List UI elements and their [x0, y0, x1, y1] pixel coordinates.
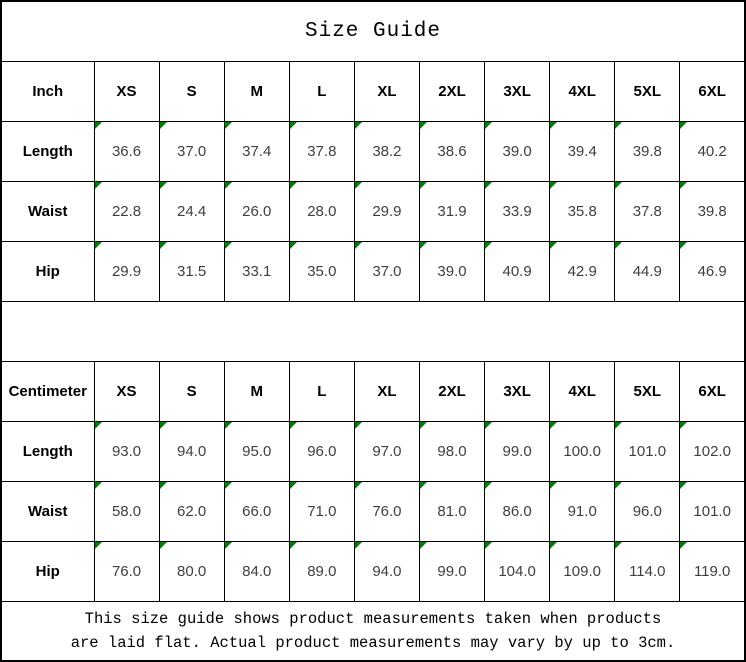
measure-value: 91.0 [567, 502, 597, 520]
measure-value: 22.8 [111, 202, 142, 220]
measure-value-cell [94, 121, 159, 181]
measure-value: 37.0 [177, 142, 207, 160]
measure-value: 76.0 [372, 502, 402, 520]
measure-value-cell [354, 241, 419, 301]
corner-flag-icon [485, 422, 492, 429]
corner-flag-icon [355, 422, 362, 429]
table-row [1, 241, 745, 301]
corner-flag-icon [290, 242, 297, 249]
title-row [1, 1, 745, 61]
measure-label-cell: Hip [1, 241, 94, 301]
measure-value: 98.0 [437, 442, 467, 460]
measure-value-cell [159, 241, 224, 301]
page-title: Size Guide [1, 1, 745, 61]
footer-note-line1: This size guide shows product measurements taken when products [84, 609, 662, 628]
measure-value-cell [550, 121, 615, 181]
footer-note [1, 601, 745, 661]
corner-flag-icon [95, 482, 102, 489]
measure-value: 29.9 [372, 202, 402, 220]
measure-label-cell: Length [1, 421, 94, 481]
measure-value-cell [159, 541, 224, 601]
corner-flag-icon [680, 482, 687, 489]
measure-value-cell [485, 241, 550, 301]
corner-flag-icon [420, 482, 427, 489]
measure-value-cell [94, 421, 159, 481]
measure-value: 39.8 [697, 202, 727, 220]
measure-value-cell [159, 481, 224, 541]
measure-value: 104.0 [498, 562, 536, 580]
measure-value: 39.8 [632, 142, 662, 160]
spacer-cell [1, 301, 745, 361]
measure-value-cell [485, 181, 550, 241]
measure-value-cell [419, 121, 484, 181]
measure-value: 100.0 [563, 442, 601, 460]
measure-value-cell [94, 481, 159, 541]
measure-value-cell [289, 541, 354, 601]
corner-flag-icon [160, 242, 167, 249]
corner-flag-icon [290, 542, 297, 549]
corner-flag-icon [355, 122, 362, 129]
measure-value-cell [224, 481, 289, 541]
corner-flag-icon [550, 182, 557, 189]
corner-flag-icon [160, 122, 167, 129]
measure-value-cell [289, 481, 354, 541]
measure-value-cell [615, 421, 680, 481]
measure-value: 96.0 [632, 502, 662, 520]
measure-value-cell [224, 241, 289, 301]
measure-value-cell [615, 241, 680, 301]
corner-flag-icon [160, 182, 167, 189]
table-row [1, 421, 745, 481]
measure-label-cell: Waist [1, 181, 94, 241]
corner-flag-icon [680, 242, 687, 249]
corner-flag-icon [225, 242, 232, 249]
size-header-cell: 3XL [485, 61, 550, 121]
spacer-row [1, 301, 745, 361]
corner-flag-icon [160, 482, 167, 489]
inch-section [1, 61, 745, 301]
table-row [1, 481, 745, 541]
corner-flag-icon [550, 482, 557, 489]
corner-flag-icon [680, 182, 687, 189]
corner-flag-icon [290, 122, 297, 129]
corner-flag-icon [420, 542, 427, 549]
corner-flag-icon [225, 182, 232, 189]
measure-value: 62.0 [177, 502, 207, 520]
size-header-cell: S [159, 61, 224, 121]
measure-value-cell [485, 541, 550, 601]
measure-value-cell [680, 541, 745, 601]
measure-value-cell [419, 481, 484, 541]
measure-value: 84.0 [242, 562, 272, 580]
measure-value: 44.9 [632, 262, 662, 280]
measure-label-cell: Waist [1, 481, 94, 541]
measure-value: 24.4 [177, 202, 207, 220]
measure-value: 99.0 [502, 442, 532, 460]
size-header-cell: 5XL [615, 361, 680, 421]
measure-value-cell [680, 421, 745, 481]
size-header-cell: 4XL [550, 61, 615, 121]
measure-value-cell [419, 421, 484, 481]
measure-value-cell [550, 481, 615, 541]
measure-value: 40.9 [502, 262, 532, 280]
measure-value-cell [354, 481, 419, 541]
measure-value: 42.9 [567, 262, 597, 280]
measure-value-cell [289, 181, 354, 241]
measure-value-cell [94, 181, 159, 241]
measure-value: 94.0 [372, 562, 402, 580]
measure-value-cell [485, 421, 550, 481]
corner-flag-icon [485, 182, 492, 189]
measure-value-cell [550, 181, 615, 241]
measure-value: 39.0 [437, 262, 467, 280]
measure-value-cell [224, 121, 289, 181]
size-header-cell: XL [354, 61, 419, 121]
corner-flag-icon [225, 542, 232, 549]
measure-value-cell [419, 181, 484, 241]
header-row [1, 61, 745, 121]
corner-flag-icon [615, 182, 622, 189]
measure-label-cell: Length [1, 121, 94, 181]
measure-value: 101.0 [693, 502, 731, 520]
size-header-cell: 6XL [680, 361, 745, 421]
measure-value: 93.0 [111, 442, 142, 460]
measure-value: 38.2 [372, 142, 402, 160]
corner-flag-icon [615, 242, 622, 249]
size-header-cell: S [159, 361, 224, 421]
measure-value-cell [354, 541, 419, 601]
corner-flag-icon [485, 122, 492, 129]
corner-flag-icon [160, 542, 167, 549]
corner-flag-icon [355, 542, 362, 549]
corner-flag-icon [355, 182, 362, 189]
footer-note-line2: are laid flat. Actual product measurements may vary by up to 3cm. [70, 633, 676, 652]
corner-flag-icon [550, 542, 557, 549]
measure-value-cell [289, 241, 354, 301]
measure-value: 94.0 [177, 442, 207, 460]
corner-flag-icon [550, 122, 557, 129]
corner-flag-icon [615, 482, 622, 489]
measure-value: 37.8 [307, 142, 337, 160]
size-header-cell: L [289, 361, 354, 421]
measure-value: 26.0 [242, 202, 272, 220]
corner-flag-icon [420, 242, 427, 249]
unit-header-cell: Centimeter [1, 361, 94, 421]
measure-value: 76.0 [111, 562, 142, 580]
measure-value: 39.4 [567, 142, 597, 160]
corner-flag-icon [680, 422, 687, 429]
measure-value: 96.0 [307, 442, 337, 460]
measure-value-cell [94, 541, 159, 601]
measure-value: 58.0 [111, 502, 142, 520]
size-header-cell: 3XL [485, 361, 550, 421]
measure-value-cell [485, 481, 550, 541]
size-header-cell: L [289, 61, 354, 121]
measure-value: 39.0 [502, 142, 532, 160]
corner-flag-icon [550, 242, 557, 249]
measure-value: 38.6 [437, 142, 467, 160]
measure-value-cell [289, 121, 354, 181]
corner-flag-icon [485, 482, 492, 489]
measure-value: 101.0 [628, 442, 667, 460]
corner-flag-icon [225, 422, 232, 429]
measure-value-cell [550, 541, 615, 601]
corner-flag-icon [355, 482, 362, 489]
measure-value: 119.0 [693, 562, 731, 580]
corner-flag-icon [95, 122, 102, 129]
measure-value-cell [224, 181, 289, 241]
measure-value: 80.0 [177, 562, 207, 580]
corner-flag-icon [225, 482, 232, 489]
corner-flag-icon [420, 122, 427, 129]
measure-value: 31.5 [177, 262, 207, 280]
measure-value: 36.6 [111, 142, 142, 160]
size-header-cell: 6XL [680, 61, 745, 121]
measure-value: 81.0 [437, 502, 467, 520]
measure-value: 31.9 [437, 202, 467, 220]
corner-flag-icon [615, 542, 622, 549]
measure-value: 35.8 [567, 202, 597, 220]
measure-value-cell [289, 421, 354, 481]
corner-flag-icon [355, 242, 362, 249]
corner-flag-icon [420, 182, 427, 189]
measure-value-cell [680, 121, 745, 181]
measure-value-cell [680, 241, 745, 301]
corner-flag-icon [95, 422, 102, 429]
measure-value-cell [224, 541, 289, 601]
size-header-cell: XL [354, 361, 419, 421]
table-row [1, 121, 745, 181]
corner-flag-icon [225, 122, 232, 129]
measure-value-cell [615, 481, 680, 541]
table-row [1, 181, 745, 241]
size-header-cell: 2XL [419, 361, 484, 421]
measure-value-cell [550, 241, 615, 301]
measure-value: 66.0 [242, 502, 272, 520]
corner-flag-icon [680, 542, 687, 549]
size-header-cell: 5XL [615, 61, 680, 121]
measure-value-cell [159, 121, 224, 181]
measure-value-cell [419, 241, 484, 301]
corner-flag-icon [160, 422, 167, 429]
measure-value: 86.0 [502, 502, 532, 520]
corner-flag-icon [485, 242, 492, 249]
corner-flag-icon [680, 122, 687, 129]
corner-flag-icon [95, 542, 102, 549]
corner-flag-icon [420, 422, 427, 429]
measure-value-cell [354, 121, 419, 181]
measure-value: 97.0 [372, 442, 402, 460]
measure-value-cell [615, 121, 680, 181]
corner-flag-icon [550, 422, 557, 429]
measure-value: 89.0 [307, 562, 337, 580]
measure-value-cell [419, 541, 484, 601]
size-header-cell: XS [94, 361, 159, 421]
size-header-cell: M [224, 361, 289, 421]
size-header-cell: 2XL [419, 61, 484, 121]
corner-flag-icon [290, 182, 297, 189]
measure-value-cell [615, 181, 680, 241]
measure-value: 29.9 [111, 262, 142, 280]
corner-flag-icon [615, 422, 622, 429]
measure-value-cell [224, 421, 289, 481]
measure-value-cell [550, 421, 615, 481]
measure-value-cell [615, 541, 680, 601]
measure-label-cell: Hip [1, 541, 94, 601]
measure-value: 114.0 [629, 562, 666, 580]
corner-flag-icon [485, 542, 492, 549]
measure-value-cell [354, 181, 419, 241]
corner-flag-icon [615, 122, 622, 129]
measure-value-cell [680, 481, 745, 541]
measure-value: 109.0 [563, 562, 601, 580]
measure-value: 71.0 [307, 502, 337, 520]
corner-flag-icon [95, 182, 102, 189]
measure-value-cell [159, 421, 224, 481]
measure-value: 37.0 [372, 262, 402, 280]
measure-value: 28.0 [307, 202, 337, 220]
measure-value: 95.0 [242, 442, 272, 460]
centimeter-section [1, 361, 745, 601]
size-header-cell: M [224, 61, 289, 121]
measure-value-cell [94, 241, 159, 301]
table-row [1, 541, 745, 601]
corner-flag-icon [290, 482, 297, 489]
measure-value: 37.4 [242, 142, 272, 160]
corner-flag-icon [95, 242, 102, 249]
measure-value: 37.8 [632, 202, 662, 220]
measure-value: 46.9 [697, 262, 727, 280]
size-header-cell: XS [94, 61, 159, 121]
measure-value: 33.9 [502, 202, 532, 220]
measure-value-cell [159, 181, 224, 241]
measure-value-cell [485, 121, 550, 181]
measure-value: 35.0 [307, 262, 337, 280]
measure-value: 99.0 [437, 562, 467, 580]
measure-value-cell [680, 181, 745, 241]
measure-value: 40.2 [697, 142, 727, 160]
corner-flag-icon [290, 422, 297, 429]
measure-value-cell [354, 421, 419, 481]
unit-header-cell: Inch [1, 61, 94, 121]
measure-value: 33.1 [242, 262, 272, 280]
header-row [1, 361, 745, 421]
measure-value: 102.0 [693, 442, 731, 460]
footer-row [1, 601, 745, 661]
size-header-cell: 4XL [550, 361, 615, 421]
